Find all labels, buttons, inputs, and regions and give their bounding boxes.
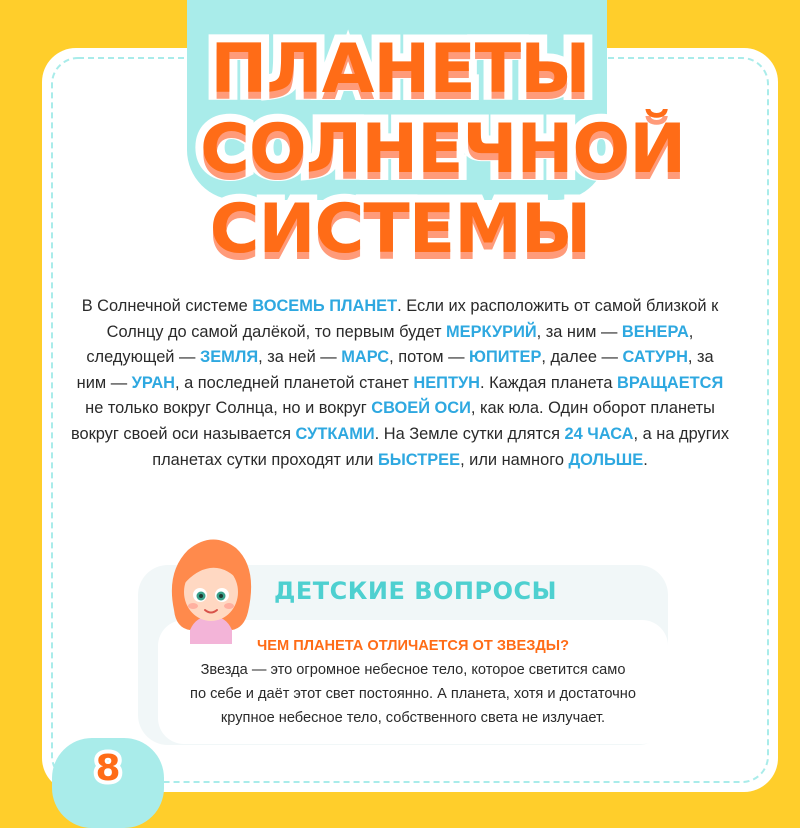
title-line-3: СИСТЕМЫ: [209, 190, 591, 269]
body-text-segment: , или намного: [460, 450, 569, 469]
highlight-term: УРАН: [131, 373, 176, 392]
qa-answer-line: по себе и даёт этот свет постоянно. А планета, хотя и достаточно: [190, 686, 636, 702]
body-text-segment: , потом —: [389, 348, 470, 367]
highlight-term: ВРАЩАЕТСЯ: [617, 373, 724, 392]
title-line-1: ПЛАНЕТЫ: [210, 30, 590, 109]
body-text-segment: В Солнечной системе: [81, 297, 253, 315]
body-text-segment: , следующей —: [86, 322, 694, 367]
body-paragraph: [70, 294, 730, 473]
title-line-2: СОЛНЕЧНОЙ: [200, 110, 686, 189]
qa-question: ЧЕМ ПЛАНЕТА ОТЛИЧАЕТСЯ ОТ ЗВЕЗДЫ?: [257, 638, 569, 654]
highlight-term: САТУРН: [622, 348, 688, 367]
body-text-segment: , а последней планетой станет: [175, 373, 414, 392]
highlight-term: 24 ЧАСА: [564, 424, 634, 443]
body-text-segment: не только вокруг Солнца, но и вокруг: [85, 399, 372, 418]
highlight-term: ЗЕМЛЯ: [199, 348, 259, 367]
page-number: 8: [95, 748, 121, 789]
highlight-term: ВОСЕМЬ ПЛАНЕТ: [252, 297, 398, 315]
highlight-term: СВОЕЙ ОСИ: [371, 399, 471, 418]
highlight-term: МАРС: [341, 348, 390, 367]
qa-answer-line: Звезда — это огромное небесное тело, которое светится само: [200, 662, 626, 678]
highlight-term: ДОЛЬШЕ: [568, 450, 644, 469]
body-text-segment: . На Земле сутки длятся: [374, 424, 565, 443]
body-text-segment: . Каждая планета: [480, 373, 618, 392]
qa-heading: ДЕТСКИЕ ВОПРОСЫ: [274, 577, 557, 605]
highlight-term: НЕПТУН: [413, 373, 481, 392]
highlight-term: ВЕНЕРА: [621, 322, 689, 341]
highlight-term: СУТКАМИ: [295, 424, 375, 443]
girl-avatar-icon: [160, 532, 262, 644]
qa-answer-line: крупное небесное тело, собственного света не излучает.: [220, 710, 606, 726]
body-text-segment: , за ним —: [536, 322, 622, 341]
body-text-segment: , как юла. Один оборот планеты вокруг своей оси называется: [70, 399, 715, 443]
body-text-segment: , за ней —: [258, 348, 342, 367]
body-text-segment: , далее —: [541, 348, 623, 367]
page-title: [200, 30, 686, 270]
body-text-segment: .: [643, 450, 648, 469]
body-text-segment: . Если их расположить от самой близкой к Солнцу до самой далёкой, то первым будет: [106, 297, 719, 341]
body-text-segment: , за ним —: [76, 348, 714, 392]
qa-answer: [158, 658, 668, 730]
highlight-term: ЮПИТЕР: [469, 348, 542, 367]
highlight-term: МЕРКУРИЙ: [446, 322, 537, 341]
body-text-segment: , а на других планетах сутки проходят или: [152, 424, 730, 469]
highlight-term: БЫСТРЕЕ: [377, 450, 461, 469]
